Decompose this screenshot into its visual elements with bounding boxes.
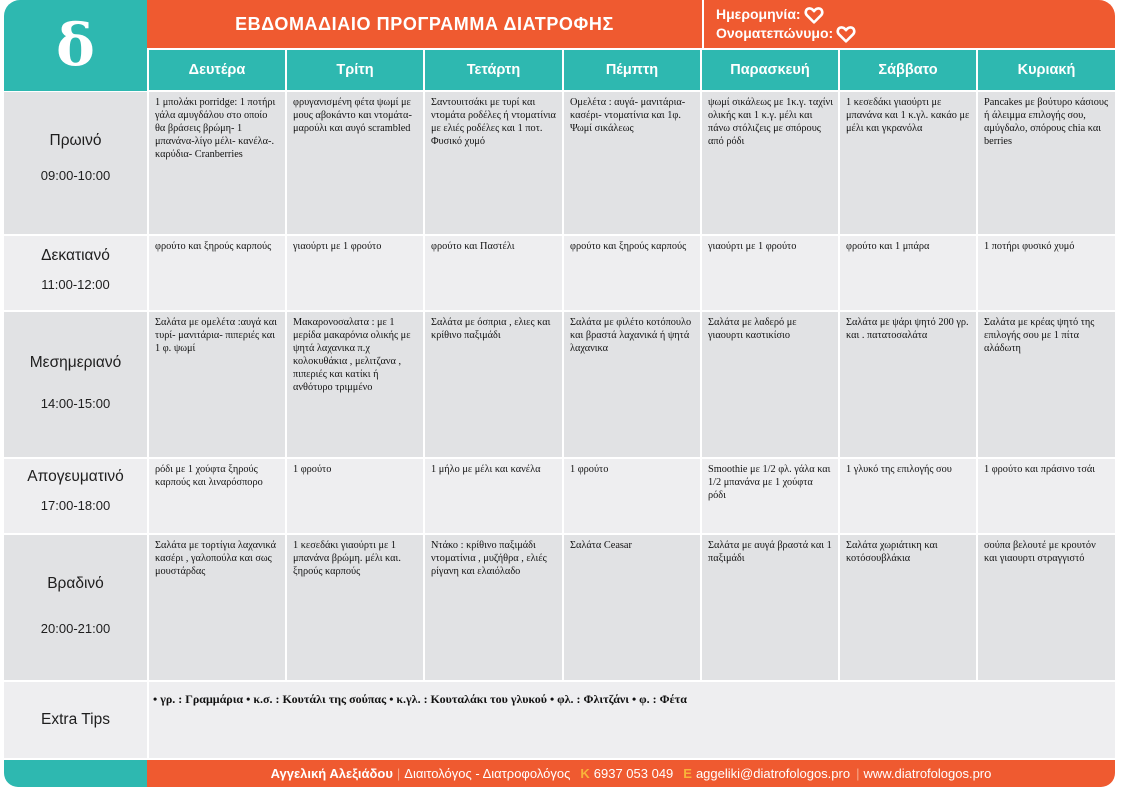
meal-cell: φρούτο και 1 μπάρα [840,236,976,310]
meal-cell: Σαλάτα με όσπρια , ελιες και κρίθινο παξιμάδι [425,312,562,457]
meal-cell: σούπα βελουτέ με κρουτόν και γιαουρτι στραγγιστό [978,535,1115,680]
logo-glyph: δ [56,11,95,79]
meal-cell: 1 κεσεδάκι γιαούρτι με 1 μπανάνα βρώμη. μέλι και. ξηρούς καρπούς [287,535,423,680]
day-header-wednesday: Τετάρτη [425,50,562,90]
date-line [716,5,1115,24]
day-header-saturday: Σάββατο [840,50,976,90]
meal-cell: Σαλάτα με αυγά βραστά και 1 παξιμάδι [702,535,838,680]
meal-cell: 1 μπολάκι porridge: 1 ποτήρι γάλα αμυγδάλου στο οποίο θα βράσεις βρώμη- 1 μπανάνα-λίγο μέλι- κανέλα-. καρύδια- Cranberries [149,92,285,234]
meal-cell: 1 κεσεδάκι γιαούρτι με μπανάνα και 1 κ.γλ. κακάο με μέλι και γκρανόλα [840,92,976,234]
footer-accent [4,760,147,787]
heart-icon [804,6,824,24]
meal-cell: φρυγανισμένη φέτα ψωμί με μους αβοκάντο και ντομάτα- μαρούλι και αυγό scrambled [287,92,423,234]
meal-cell: 1 φρούτο και πράσινο τσάι [978,459,1115,533]
page-title: ΕΒΔΟΜΑΔΙΑΙΟ ΠΡΟΓΡΑΜΜΑ ΔΙΑΤΡΟΦΗΣ [147,0,702,48]
meal-cell: ψωμί σικάλεως με 1κ.γ. ταχίνι ολικής και 1 κ.γ. μέλι και πάνω στόλιζεις με σπόρους από ρόδι [702,92,838,234]
date-name-panel [702,0,1115,48]
meal-cell: Μακαρονοσαλατα : με 1 μερίδα μακαρόνια ολικής με ψητά λαχανικα π.χ κολοκυθάκια , μελιτζανα , πιπεριές και κατίκι ή ανθότυρο τριμμένο [287,312,423,457]
name-label: Ονοματεπώνυμο: [716,25,834,41]
meal-cell: γιαούρτι με 1 φρούτο [702,236,838,310]
meal-cell: 1 γλυκό της επιλογής σου [840,459,976,533]
meal-cell: 1 φρούτο [287,459,423,533]
footer [147,760,1115,787]
meal-cell: Σαλάτα με τορτίγια λαχανικά κασέρι , γαλοπούλα και σως μουστάρδας [149,535,285,680]
day-header-monday: Δευτέρα [149,50,285,90]
logo [4,0,147,91]
footer-name: Αγγελική Αλεξιάδου [270,766,393,781]
footer-role: Διαιτολόγος - Διατροφολόγος [404,766,571,781]
meal-cell: Σαλάτα με ψάρι ψητό 200 γρ. και . πατατοσαλάτα [840,312,976,457]
email-label: E [683,766,692,781]
footer-website: www.diatrofologos.pro [863,766,992,781]
meal-cell: 1 ποτήρι φυσικό χυμό [978,236,1115,310]
day-header-thursday: Πέμπτη [564,50,700,90]
meal-label-lunch [4,312,147,457]
footer-separator: | [396,766,401,781]
meal-cell: 1 φρούτο [564,459,700,533]
extra-tips-text: • γρ. : Γραμμάρια • κ.σ. : Κουτάλι της σούπας • κ.γλ. : Κουταλάκι του γλυκού • φλ. : Φλιτζάνι • φ. : Φέτα [149,682,1115,758]
heart-icon [836,25,856,43]
day-header-tuesday: Τρίτη [287,50,423,90]
meal-name: Πρωινό [49,132,102,149]
day-header-friday: Παρασκευή [702,50,838,90]
meal-cell: φρούτο και ξηρούς καρπούς [564,236,700,310]
meal-cell: Σαλάτα με ομελέτα :αυγά και τυρί- μανιτάρια- πιπεριές και 1 φ. ψωμί [149,312,285,457]
meal-cell: ρόδι με 1 χούφτα ξηρούς καρπούς και λιναρόσπορο [149,459,285,533]
meal-time: 09:00-10:00 [40,168,111,183]
meal-cell: Σαλάτα με λαδερό με γιαουρτι καστικίσιο [702,312,838,457]
meal-cell: γιαούρτι με 1 φρούτο [287,236,423,310]
footer-separator: | [856,766,860,781]
meal-name: Απογευματινό [27,468,124,485]
meal-cell: Σαλάτα με κρέας ψητό της επιλογής σου με 1 πίτα αλάδωτη [978,312,1115,457]
day-header-sunday: Κυριακή [978,50,1115,90]
meal-cell: Pancakes με βούτυρο κάσιους ή άλειμμα επιλογής σου, αμύγδαλο, σπόρους chia και berries [978,92,1115,234]
date-label: Ημερομηνία: [716,6,801,22]
meal-time: 11:00-12:00 [41,277,110,292]
meal-label-dinner [4,535,147,680]
meal-name: Μεσημεριανό [29,354,122,371]
meal-label-afternoon [4,459,147,533]
name-line [716,24,1115,43]
meal-cell: Σαντουιτσάκι με τυρί και ντομάτα ροδέλες ή ντοματίνια με ελιές ροδέλες και 1 ποτ. Φυσικό χυμό [425,92,562,234]
footer-phone: 6937 053 049 [593,766,674,781]
extra-tips-label: Extra Tips [4,682,147,758]
meal-cell: Smoothie με 1/2 φλ. γάλα και 1/2 μπανάνα με 1 χούφτα ρόδι [702,459,838,533]
meal-label-mid-morning [4,236,147,310]
meal-cell: Σαλάτα χωριάτικη και κοτόσουβλάκια [840,535,976,680]
meal-cell: Σαλάτα Ceasar [564,535,700,680]
meal-cell: Ομελέτα : αυγά- μανιτάρια- κασέρι- ντοματίνια και 1φ. Ψωμί σικάλεως [564,92,700,234]
footer-email: aggeliki@diatrofologos.pro [695,766,851,781]
meal-name: Βραδινό [47,575,104,592]
meal-time: 14:00-15:00 [40,396,111,411]
meal-time: 17:00-18:00 [40,498,111,513]
meal-cell: φρούτο και Παστέλι [425,236,562,310]
meal-cell: Σαλάτα με φιλέτο κοτόπουλο και βραστά λαχανικά ή ψητά λαχανικα [564,312,700,457]
meal-name: Δεκατιανό [41,247,110,264]
meal-cell: Ντάκο : κρίθινο παξιμάδι ντοματίνια , μυζήθρα , ελιές ρίγανη και ελαιόλαδο [425,535,562,680]
meal-time: 20:00-21:00 [40,621,111,636]
phone-label: Κ [580,766,590,781]
meal-label-breakfast [4,92,147,234]
meal-cell: 1 μήλο με μέλι και κανέλα [425,459,562,533]
meal-cell: φρούτο και ξηρούς καρπούς [149,236,285,310]
